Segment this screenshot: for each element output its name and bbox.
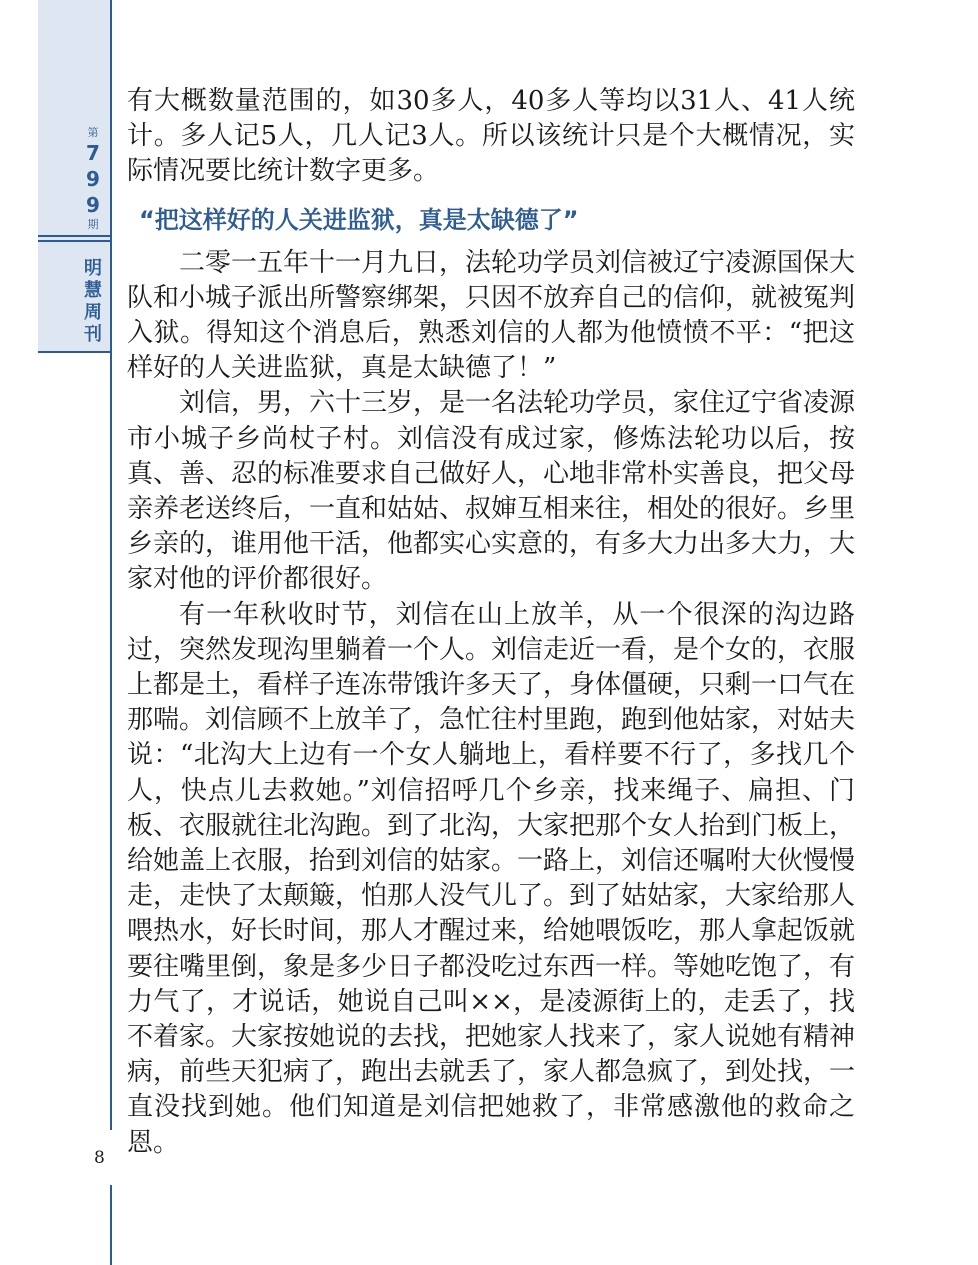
issue-prefix: 第 — [87, 126, 99, 139]
sidebar-divider-top-double — [38, 240, 112, 242]
section-heading: “把这样好的人关进监狱，真是太缺德了” — [139, 205, 579, 234]
article-body — [127, 84, 855, 1161]
sidebar-vertical-rule-bottom — [110, 1185, 112, 1265]
paragraph-2: 刘信，男，六十三岁，是一名法轮功学员，家住辽宁省凌源市小城子乡尚杖子村。刘信没有成过家，修炼法轮功以后，按真、善、忍的标准要求自己做好人，心地非常朴实善良，把父母亲养老送终后，一直和姑姑、叔婶互相来往，相处的很好。乡里乡亲的，谁用他干活，他都实心实意的，有多大力出多大力，大家对他的评价都很好。 — [127, 388, 856, 595]
page-number: 8 — [94, 1148, 105, 1168]
paragraph-1: 二零一五年十一月九日，法轮功学员刘信被辽宁凌源国保大队和小城子派出所警察绑架，只因不放弃自己的信仰，就被冤判入狱。得知这个消息后，熟悉刘信的人都为他愤愤不平：“把这样好的人关进监狱，真是太缺德了！” — [127, 247, 856, 384]
paragraph-continuation: 有大概数量范围的，如30多人，40多人等均以31人、41人统计。多人记5人，几人记3人。所以该统计只是个大概情况，实际情况要比统计数字更多。 — [127, 86, 855, 187]
sidebar-divider-bottom — [38, 351, 112, 353]
sidebar-vertical-rule — [110, 0, 112, 1130]
sidebar-divider-top — [38, 235, 112, 237]
issue-suffix: 期 — [87, 218, 99, 231]
issue-label — [80, 126, 106, 232]
magazine-name: 明慧周刊 — [84, 258, 102, 345]
paragraph-3: 有一年秋收时节，刘信在山上放羊，从一个很深的沟边路过，突然发现沟里躺着一个人。刘信走近一看，是个女的，衣服上都是土，看样子连冻带饿许多天了，身体僵硬，只剩一口气在那喘。刘信顾不上放羊了，急忙往村里跑，跑到他姑家，对姑夫说：“北沟大上边有一个女人躺地上，看样要不行了，多找几个人，快点儿去救她。”刘信招呼几个乡亲，找来绳子、扁担、门板、衣服就往北沟跑。到了北沟，大家把那个女人抬到门板上，给她盖上衣服，抬到刘信的姑家。一路上，刘信还嘱咐大伙慢慢走，走快了太颠簸，怕那人没气儿了。到了姑姑家，大家给那人喂热水，好长时间，那人才醒过来，给她喂饭吃，那人拿起饭就要往嘴里倒，象是多少日子都没吃过东西一样。等她吃饱了，有力气了，才说话，她说自己叫××，是凌源街上的，走丢了，找不着家。大家按她说的去找，把她家人找来了，家人说她有精神病，前些天犯病了，跑出去就丢了，家人都急疯了，到处找，一直没找到她。他们知道是刘信把她救了，非常感激他的救命之恩。 — [127, 599, 856, 1158]
issue-number: 799 — [86, 141, 100, 217]
